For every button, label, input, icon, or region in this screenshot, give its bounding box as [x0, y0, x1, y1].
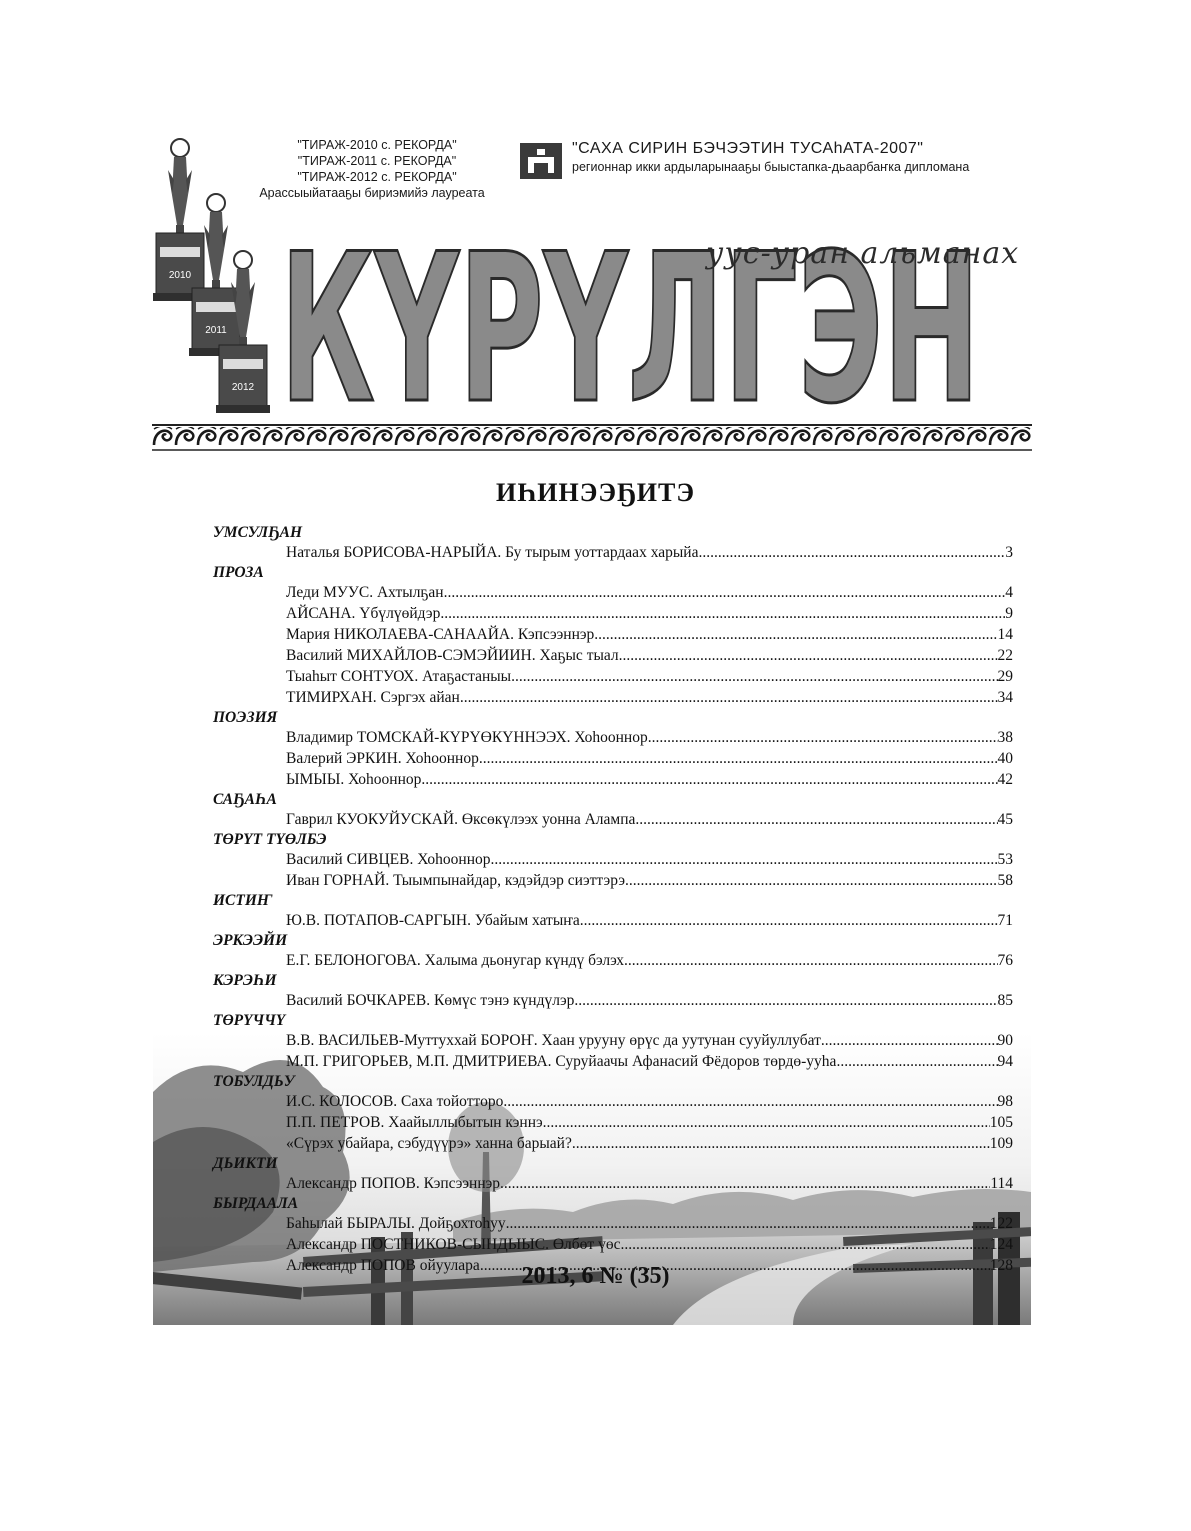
toc-entry[interactable]: [286, 1091, 1013, 1112]
toc-entry-text: Тыаһыт СОНТУОХ. Атаҕастаныы: [286, 668, 512, 685]
diploma-block: [572, 140, 969, 174]
press-logo-icon: [520, 143, 562, 179]
toc-entry-text: ТИМИРХАН. Сэргэх айан: [286, 689, 460, 706]
toc-entry[interactable]: [286, 727, 1013, 748]
toc-entry-page: 40: [997, 750, 1013, 767]
award-line: "ТИРАЖ-2010 с. РЕКОРДА": [297, 138, 457, 152]
toc-section-title: ТӨРҮТ ТҮӨЛБЭ: [213, 831, 327, 848]
toc-entry-text: АЙСАНА. Үбүлүөйдэр: [286, 605, 441, 622]
toc-entry-page: 9: [1005, 605, 1013, 622]
toc-entry[interactable]: [286, 1051, 1013, 1072]
toc-section-title: ПОЭЗИЯ: [213, 709, 278, 726]
toc-entry-page: 42: [997, 771, 1013, 788]
toc-section-title: ЭРКЭЭЙИ: [213, 932, 288, 949]
toc-entry-page: 122: [989, 1215, 1013, 1232]
toc-entry-page: 71: [997, 912, 1013, 929]
toc-entry-text: М.П. ГРИГОРЬЕВ, М.П. ДМИТРИЕВА. Суруйаачы Афанасий Фёдоров төрдө-ууһа: [286, 1053, 837, 1070]
toc-entry-page: 38: [997, 729, 1013, 746]
toc-section-title: БЫРДААЛА: [213, 1195, 299, 1212]
toc-section-title: ТӨРҮЧЧҮ: [213, 1012, 286, 1029]
toc-entry-text: Гаврил КУОКУЙУСКАЙ. Өксөкүлээх уонна Алампа: [286, 811, 636, 828]
toc-entry[interactable]: [286, 1030, 1013, 1051]
toc-entry-page: 3: [1005, 544, 1013, 561]
toc-entry[interactable]: [286, 624, 1013, 645]
toc-section-title: ИСТИҤ: [213, 892, 273, 909]
toc-entry-page: 58: [997, 872, 1013, 889]
toc-entry[interactable]: [286, 582, 1013, 603]
almanac-subtitle: уус-уран альманах: [706, 236, 1020, 271]
trophies-illustration: [150, 135, 275, 420]
toc-entry-page: 85: [997, 992, 1013, 1009]
ornament-border: [152, 423, 1032, 451]
toc-entry-page: 98: [997, 1093, 1013, 1110]
toc-entry-text: Леди МУУС. Ахтылҕан: [286, 584, 444, 601]
toc-section-title: ПРОЗА: [213, 564, 264, 581]
toc-section-title: ДЬИКТИ: [213, 1155, 278, 1172]
toc-section-title: ТОБУЛДЬУ: [213, 1073, 295, 1090]
awards-block: [246, 137, 508, 201]
trophy-year: 2011: [205, 325, 227, 336]
toc-entry[interactable]: [286, 1213, 1013, 1234]
toc-entry-text: Василий СИВЦЕВ. Хоһооннор: [286, 851, 491, 868]
toc-entry-page: 34: [997, 689, 1013, 706]
toc-entry[interactable]: [286, 542, 1013, 563]
trophy-year: 2010: [168, 270, 192, 281]
toc-entry-page: 4: [1005, 584, 1013, 601]
toc-entry-text: Ю.В. ПОТАПОВ-САРГЫН. Убайым хатыҥа: [286, 912, 580, 929]
trophy-year: 2012: [231, 382, 255, 393]
svg-text:КҮРҮЛГЭН: КҮРҮЛГЭН: [280, 211, 980, 415]
toc-entry-page: 45: [997, 811, 1013, 828]
toc-entry-text: Александр ПОПОВ. Кэпсээннэр: [286, 1175, 501, 1192]
toc-entry-text: Е.Г. БЕЛОНОГОВА. Халыма дьонугар күндү бэлэх: [286, 952, 624, 969]
toc-entry-page: 128: [989, 1257, 1013, 1274]
toc-entry[interactable]: [286, 910, 1013, 931]
toc-entry[interactable]: [286, 666, 1013, 687]
toc-entry[interactable]: [286, 950, 1013, 971]
toc-section-title: КЭРЭҺИ: [213, 972, 277, 989]
toc-entry-page: 124: [989, 1236, 1013, 1253]
toc-entry-page: 109: [989, 1135, 1013, 1152]
toc-entry[interactable]: [286, 870, 1013, 891]
diploma-title: "САХА СИРИН БЭЧЭЭТИН ТУСАhАТА-2007": [572, 140, 924, 157]
trophy-icon: [153, 139, 207, 301]
toc-entry-page: 22: [997, 647, 1013, 664]
toc-entry-text: Мария НИКОЛАЕВА-САНААЙА. Кэпсээннэр: [286, 626, 595, 643]
table-of-contents: [213, 523, 1013, 1276]
toc-entry-text: Баһылай БЫРАЛЫ. Дойҕохтоһуу: [286, 1215, 506, 1232]
toc-entry-text: ЫМЫЫ. Хоһооннор: [286, 771, 422, 788]
issue-number: 2013, 6 № (35): [521, 1263, 670, 1289]
toc-entry[interactable]: [286, 809, 1013, 830]
toc-entry[interactable]: [286, 687, 1013, 708]
toc-section-title: УМСУЛҔАН: [213, 524, 303, 541]
toc-entry[interactable]: [286, 1112, 1013, 1133]
toc-entry-text: Иван ГОРНАЙ. Тыымпынайдар, кэдэйдэр сиэттэрэ: [286, 872, 626, 889]
toc-entry-text: П.П. ПЕТРОВ. Хаайыллыбытын кэннэ: [286, 1114, 543, 1131]
toc-entry[interactable]: [286, 1173, 1013, 1194]
toc-section-title: САҔАҺА: [213, 791, 277, 808]
toc-heading: ИҺИНЭЭҔИТЭ: [496, 478, 695, 507]
toc-entry-text: «Сүрэх убайара, сэбудүүрэ» ханна барыай?: [286, 1135, 572, 1152]
award-line: "ТИРАЖ-2012 с. РЕКОРДА": [297, 170, 457, 184]
toc-entry-text: Владимир ТОМСКАЙ-КҮРҮӨКҮННЭЭХ. Хоһооннор: [286, 729, 648, 746]
toc-entry-text: Василий БОЧКАРЕВ. Көмүс тэнэ күндүлэр: [286, 992, 575, 1009]
toc-entry-text: Василий МИХАЙЛОВ-СЭМЭЙИИН. Хаҕыс тыал: [286, 647, 619, 664]
toc-entry[interactable]: [286, 849, 1013, 870]
toc-entry[interactable]: [286, 645, 1013, 666]
award-line: "ТИРАЖ-2011 с. РЕКОРДА": [297, 154, 457, 168]
toc-entry-text: Валерий ЭРКИН. Хоһооннор: [286, 750, 479, 767]
toc-entry-page: 29: [997, 668, 1013, 685]
toc-entry-page: 53: [997, 851, 1013, 868]
diploma-subtitle: регионнар икки ардыларынааҕы быыстапка-дьаарбаҥка дипломана: [572, 160, 970, 174]
toc-entry-page: 76: [997, 952, 1013, 969]
toc-entry[interactable]: [286, 603, 1013, 624]
toc-entry-page: 90: [997, 1032, 1013, 1049]
toc-entry-text: Александр ПОСТНИКОВ-СЫНДЫЫС. Өлбөт үөс: [286, 1236, 621, 1253]
laureate-line: Арассыыйатааҕы бириэмийэ лауреата: [259, 186, 485, 200]
toc-entry-text: В.В. ВАСИЛЬЕВ-Муттуххай БОРОҤ. Хаан урууну өрүс да уутунан сууйуллубат: [286, 1032, 821, 1049]
toc-entry-page: 14: [997, 626, 1013, 643]
toc-entry-page: 105: [989, 1114, 1013, 1131]
toc-entry[interactable]: [286, 769, 1013, 790]
toc-entry-page: 94: [997, 1053, 1013, 1070]
toc-entry[interactable]: [286, 748, 1013, 769]
toc-entry-text: Александр ПОПОВ ойуулара: [286, 1257, 480, 1274]
toc-entry-text: И.С. КОЛОСОВ. Саха тойотторо: [286, 1093, 504, 1110]
toc-entry[interactable]: [286, 990, 1013, 1011]
toc-entry-page: 114: [990, 1175, 1013, 1192]
toc-entry[interactable]: [286, 1133, 1013, 1154]
toc-entry[interactable]: [286, 1234, 1013, 1255]
toc-entry-text: Наталья БОРИСОВА-НАРЫЙА. Бу тырым уоттардаах харыйа: [286, 544, 699, 561]
